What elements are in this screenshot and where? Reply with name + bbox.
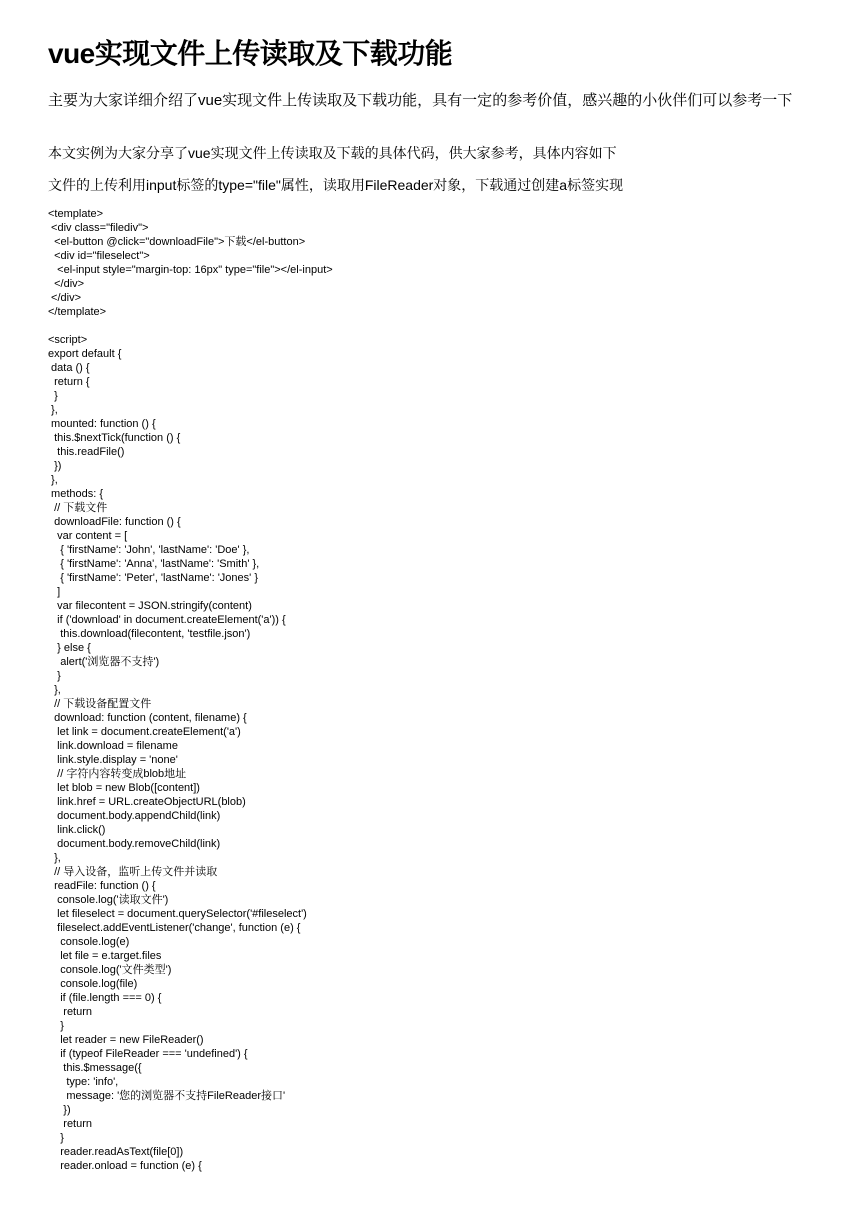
code-line: if (file.length === 0) { [48,992,162,1004]
code-line: { 'firstName': 'Anna', 'lastName': 'Smith' }, [48,558,260,570]
code-line [48,319,333,333]
code-line: <template> [48,208,104,220]
code-line: // 导入设备，监听上传文件并读取 [48,866,218,878]
code-line: ] [48,586,61,598]
code-line: fileselect.addEventListener('change', function (e) { [48,922,301,934]
article-summary: 主要为大家详细介绍了vue实现文件上传读取及下载功能，具有一定的参考价值，感兴趣的小伙伴们可以参考一下 [48,92,793,109]
code-line: var content = [ [48,530,128,542]
code-line: downloadFile: function () { [48,516,181,528]
code-line: }) [48,460,62,472]
code-line: { 'firstName': 'John', 'lastName': 'Doe' }, [48,544,250,556]
code-line: document.body.appendChild(link) [48,810,221,822]
code-line: } [48,1132,64,1144]
code-line: console.log('读取文件') [48,894,169,906]
code-line: link.href = URL.createObjectURL(blob) [48,796,246,808]
code-line: console.log(e) [48,936,130,948]
code-line: reader.readAsText(file[0]) [48,1146,184,1158]
code-line: link.download = filename [48,740,178,752]
code-line: } [48,1020,64,1032]
code-line: reader.onload = function (e) { [48,1160,202,1172]
code-line: if (typeof FileReader === 'undefined') { [48,1048,248,1060]
code-line: } else { [48,642,91,654]
code-line: return { [48,376,90,388]
code-line: }) [48,1104,71,1116]
code-line: let reader = new FileReader() [48,1034,204,1046]
code-line: alert('浏览器不支持') [48,656,160,668]
code-block [48,207,333,1173]
code-line: } [48,390,58,402]
code-line: }, [48,852,61,864]
code-line: document.body.removeChild(link) [48,838,221,850]
code-line: return [48,1006,93,1018]
code-line: message: '您的浏览器不支持FileReader接口' [48,1090,286,1102]
code-line: // 下载设备配置文件 [48,698,152,710]
intro-paragraph: 本文实例为大家分享了vue实现文件上传读取及下载的具体代码，供大家参考，具体内容如下 [48,145,617,161]
code-line: link.style.display = 'none' [48,754,178,766]
code-line: type: 'info', [48,1076,119,1088]
code-line: <div class="filediv"> [48,222,149,234]
code-line: <el-button @click="downloadFile">下载</el-button> [48,236,306,248]
code-line: // 下载文件 [48,502,108,514]
code-line: download: function (content, filename) { [48,712,247,724]
code-line: this.download(filecontent, 'testfile.json') [48,628,251,640]
code-line: <div id="fileselect"> [48,250,150,262]
code-line: <el-input style="margin-top: 16px" type="file"></el-input> [48,264,333,276]
code-line: var filecontent = JSON.stringify(content) [48,600,252,612]
code-line: console.log('文件类型') [48,964,172,976]
code-line: } [48,670,61,682]
code-line: }, [48,684,61,696]
code-line: </template> [48,306,107,318]
code-line: return [48,1118,93,1130]
code-line: { 'firstName': 'Peter', 'lastName': 'Jones' } [48,572,258,584]
code-line: </div> [48,278,85,290]
code-line: this.$nextTick(function () { [48,432,181,444]
code-line: }, [48,474,58,486]
code-line: let fileselect = document.querySelector('#fileselect') [48,908,307,920]
code-line: readFile: function () { [48,880,156,892]
code-line: mounted: function () { [48,418,156,430]
code-line: // 字符内容转变成blob地址 [48,768,187,780]
code-line: link.click() [48,824,106,836]
code-line: methods: { [48,488,104,500]
code-line: this.$message({ [48,1062,142,1074]
code-line: if ('download' in document.createElement('a')) { [48,614,286,626]
code-line: let link = document.createElement('a') [48,726,241,738]
code-line: <script> [48,334,88,346]
code-line: let file = e.target.files [48,950,162,962]
code-line: data () { [48,362,90,374]
code-line: export default { [48,348,122,360]
description-paragraph: 文件的上传利用input标签的type="file"属性，读取用FileReader对象，下载通过创建a标签实现 [48,177,624,193]
page-title: vue实现文件上传读取及下载功能 [48,38,453,69]
code-line: console.log(file) [48,978,138,990]
code-line: </div> [48,292,82,304]
code-line: }, [48,404,58,416]
code-line: let blob = new Blob([content]) [48,782,200,794]
code-line: this.readFile() [48,446,125,458]
